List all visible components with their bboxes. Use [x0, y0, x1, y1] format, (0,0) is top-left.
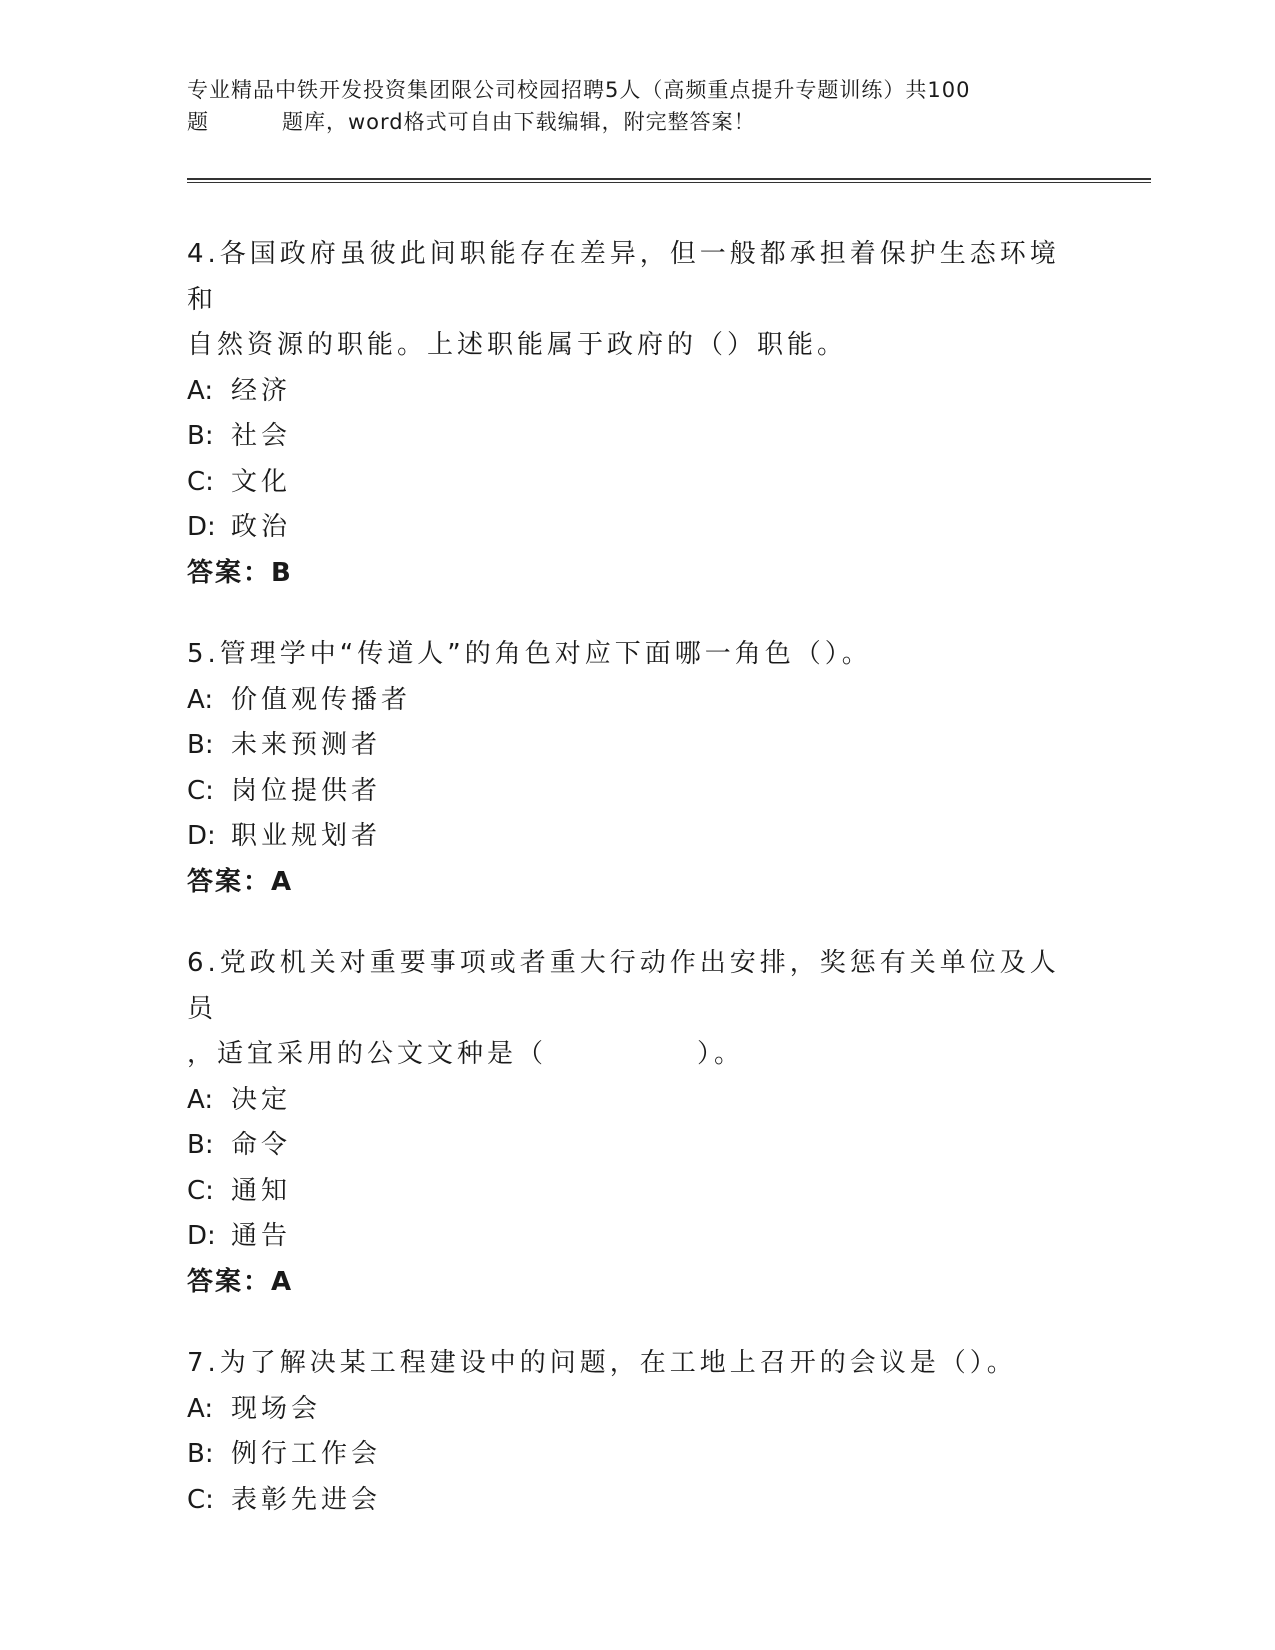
option-c — [187, 460, 1087, 506]
option-key: D: — [187, 821, 216, 851]
option-key: D: — [187, 512, 216, 542]
question-stem — [187, 232, 1087, 369]
option-text: 职业规划者 — [231, 821, 382, 851]
option-text: 命令 — [231, 1130, 292, 1160]
option-key: A: — [187, 375, 214, 406]
option-a — [187, 1387, 1087, 1433]
option-d — [187, 505, 1087, 551]
option-text: 岗位提供者 — [231, 775, 382, 806]
answer-label: 答案：B — [187, 557, 293, 588]
option-b — [187, 414, 1087, 460]
option-key: B: — [187, 1130, 214, 1160]
question-stem — [187, 1341, 1087, 1387]
question-stem-line1: 4.各国政府虽彼此间职能存在差异，但一般都承担着保护生态环境和 — [187, 239, 1060, 315]
option-key: C: — [187, 775, 214, 806]
question-7 — [187, 1341, 1087, 1523]
option-text: 现场会 — [231, 1393, 322, 1424]
header-divider-thin — [187, 182, 1151, 183]
option-b — [187, 723, 1087, 769]
option-b — [187, 1432, 1087, 1478]
option-key: A: — [187, 1393, 214, 1424]
option-c — [187, 769, 1087, 815]
question-stem-line1: 5.管理学中“传道人”的角色对应下面哪一角色（）。 — [187, 639, 872, 669]
answer-label: 答案：A — [187, 1266, 294, 1297]
question-stem — [187, 941, 1087, 1078]
option-text: 表彰先进会 — [231, 1484, 382, 1515]
question-6 — [187, 941, 1087, 1305]
question-4 — [187, 232, 1087, 596]
option-key: B: — [187, 421, 214, 451]
option-text: 社会 — [231, 421, 292, 451]
option-c — [187, 1478, 1087, 1524]
question-stem-line2: ，适宜采用的公文文种是（ ）。 — [187, 1039, 745, 1069]
question-list — [187, 232, 1087, 1559]
option-key: C: — [187, 466, 214, 497]
option-d — [187, 1214, 1087, 1260]
option-text: 价值观传播者 — [231, 684, 412, 715]
option-key: C: — [187, 1484, 214, 1515]
option-key: B: — [187, 730, 214, 760]
header-divider-thick — [187, 178, 1151, 180]
header-title-line2-prefix: 题 — [187, 110, 209, 134]
answer-label: 答案：A — [187, 866, 294, 897]
question-stem-line1: 7.为了解决某工程建设中的问题，在工地上召开的会议是（）。 — [187, 1348, 1017, 1378]
question-stem-line1: 6.党政机关对重要事项或者重大行动作出安排，奖惩有关单位及人员 — [187, 948, 1060, 1024]
document-header — [187, 74, 1087, 138]
header-title-line2-text: 题库，word格式可自由下载编辑，附完整答案！ — [282, 110, 756, 134]
option-a — [187, 369, 1087, 415]
option-text: 文化 — [231, 466, 292, 497]
option-a — [187, 1078, 1087, 1124]
option-c — [187, 1169, 1087, 1215]
question-stem-line2: 自然资源的职能。上述职能属于政府的（）职能。 — [187, 330, 848, 360]
option-text: 例行工作会 — [231, 1439, 382, 1469]
option-text: 决定 — [231, 1084, 292, 1115]
option-a — [187, 678, 1087, 724]
option-b — [187, 1123, 1087, 1169]
header-title-line2 — [187, 106, 1087, 138]
option-key: A: — [187, 1084, 214, 1115]
option-text: 通告 — [231, 1221, 292, 1251]
option-d — [187, 814, 1087, 860]
option-key: C: — [187, 1175, 214, 1206]
option-text: 政治 — [231, 512, 292, 542]
option-text: 经济 — [231, 375, 292, 406]
question-5 — [187, 632, 1087, 905]
option-key: A: — [187, 684, 214, 715]
question-stem — [187, 632, 1087, 678]
option-text: 通知 — [231, 1175, 292, 1206]
option-key: D: — [187, 1221, 216, 1251]
header-title-line1: 专业精品中铁开发投资集团限公司校园招聘5人（高频重点提升专题训练）共100 — [187, 78, 971, 102]
option-text: 未来预测者 — [231, 730, 382, 760]
option-key: B: — [187, 1439, 214, 1469]
